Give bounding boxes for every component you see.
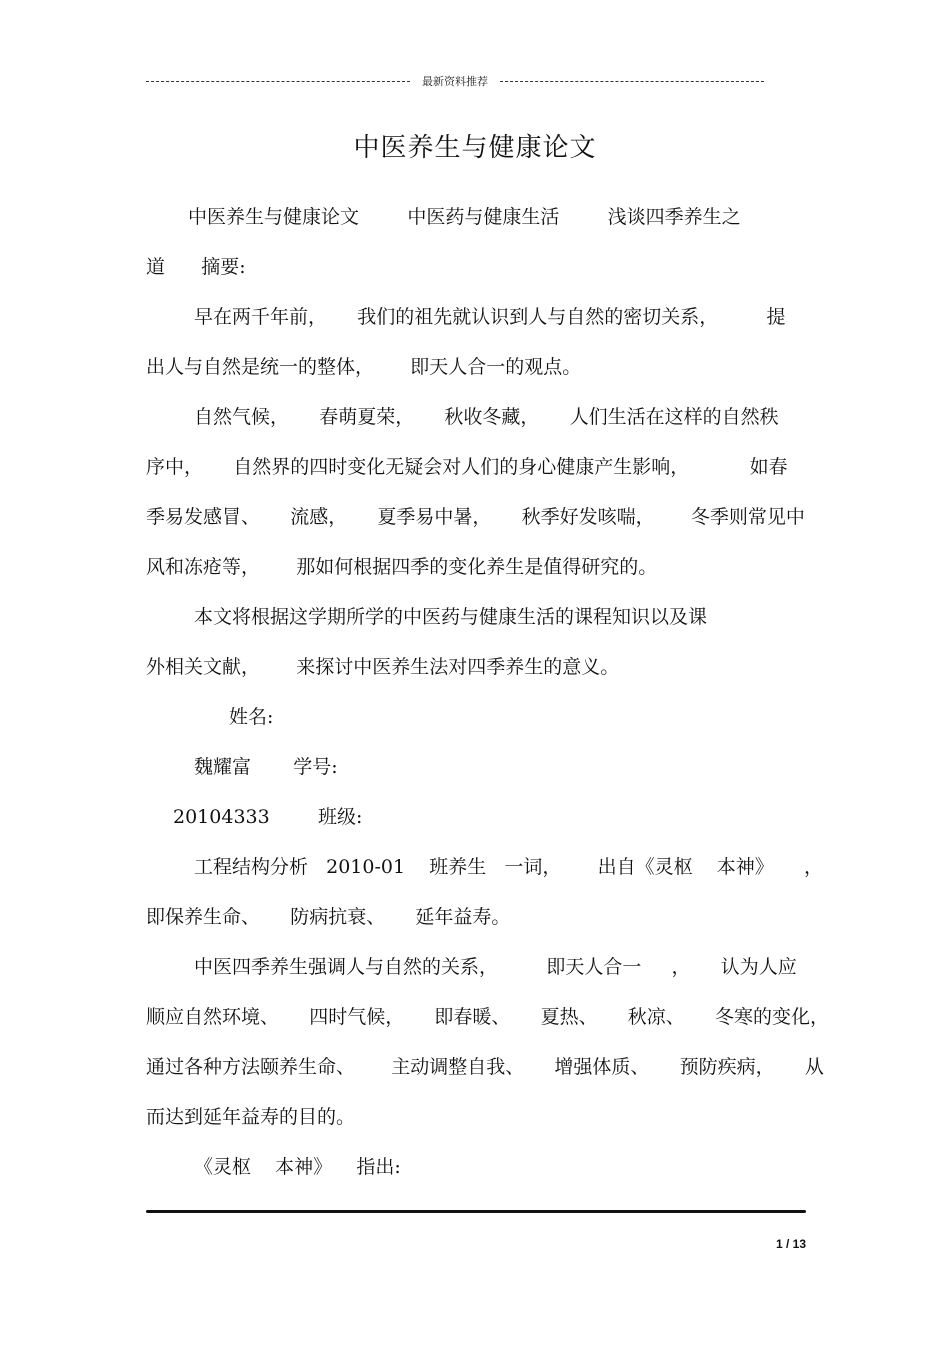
text-line: 通过各种方法颐养生命、 主动调整自我、 增强体质、 预防疾病， 从 <box>146 1056 824 1078</box>
footer-rule <box>146 1210 806 1213</box>
text-line: 即保养生命、 防病抗衰、 延年益寿。 <box>146 906 511 928</box>
text-line: 风和冻疮等， 那如何根据四季的变化养生是值得研究的。 <box>146 556 658 578</box>
text-line: 出人与自然是统一的整体， 即天人合一的观点。 <box>146 356 582 378</box>
text-line: 《灵枢 本神》 指出: <box>194 1156 401 1178</box>
text-line: 本文将根据这学期所学的中医药与健康生活的课程知识以及课 <box>194 606 708 628</box>
text-line: 顺应自然环境、 四时气候， 即春暖、 夏热、 秋凉、 冬寒的变化， <box>146 1006 829 1028</box>
header-dashed-rule-right <box>500 81 764 82</box>
text-line: 序中， 自然界的四时变化无疑会对人们的身心健康产生影响， 如春 <box>146 456 788 478</box>
text-line: 工程结构分析 2010-01 班养生 一词， 出自《灵枢 本神》 ， <box>194 856 823 878</box>
text-line: 中医养生与健康论文 中医药与健康生活 浅谈四季养生之 <box>188 206 741 228</box>
page-header <box>146 71 764 91</box>
document-title: 中医养生与健康论文 <box>353 133 597 163</box>
text-line: 自然气候， 春萌夏荣， 秋收冬藏， 人们生活在这样的自然秩 <box>194 406 779 428</box>
header-label: 最新资料推荐 <box>422 75 488 88</box>
text-line: 姓名: <box>229 706 274 728</box>
text-line: 道 摘要: <box>146 256 246 278</box>
text-line: 季易发感冒、 流感， 夏季易中暑， 秋季好发咳喘， 冬季则常见中 <box>146 506 805 528</box>
header-dashed-rule-left <box>146 81 410 82</box>
text-line: 早在两千年前， 我们的祖先就认识到人与自然的密切关系， 提 <box>194 306 786 328</box>
text-line: 而达到延年益寿的目的。 <box>146 1106 356 1128</box>
text-line: 20104333 班级: <box>173 806 363 828</box>
page-number: 1 / 13 <box>775 1237 806 1251</box>
text-line: 外相关文献， 来探讨中医养生法对四季养生的意义。 <box>146 656 620 678</box>
text-line: 中医四季养生强调人与自然的关系， 即天人合一 ， 认为人应 <box>194 956 797 978</box>
text-line: 魏耀富 学号: <box>194 756 338 778</box>
